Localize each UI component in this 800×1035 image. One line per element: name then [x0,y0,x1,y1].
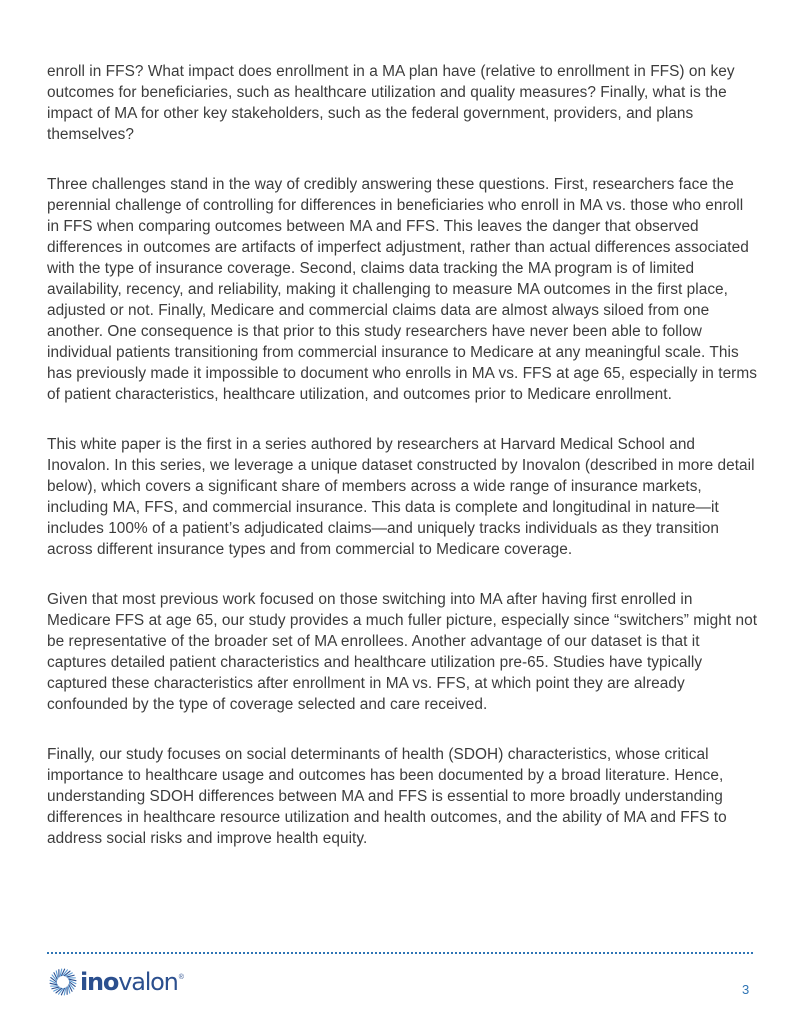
body-text [47,61,759,878]
paragraph: Given that most previous work focused on those switching into MA after having first enrolled in Medicare FFS at age 65, our study provides a much fuller picture, especially since “switchers” might not be representative of the broader set of MA enrollees. Another advantage of our dataset is that it captures detailed patient characteristics and healthcare utilization pre-65. Studies have typically captured these characteristics after enrollment in MA vs. FFS, at which point they are already confounded by the type of coverage selected and care received. [47,591,758,713]
paragraph: Finally, our study focuses on social determinants of health (SDOH) characteristics, whose critical importance to healthcare usage and outcomes has been documented by a broad literature. Hence, understanding SDOH differences between MA and FFS is essential to more broadly understanding differences in healthcare resource utilization and health outcomes, and the ability of MA and FFS to address social risks and improve health equity. [47,746,727,847]
logo-wordmark [80,968,178,996]
registered-mark: ® [178,974,184,981]
paragraph: Three challenges stand in the way of credibly answering these questions. First, researchers face the perennial challenge of controlling for differences in beneficiaries who enroll in MA vs. those who enroll in FFS when comparing outcomes between MA and FFS. This leaves the danger that observed differences in outcomes are artifacts of imperfect adjustment, rather than actual differences associated with the type of insurance coverage. Second, claims data tracking the MA program is of limited availability, recency, and reliability, making it challenging to measure MA outcomes in the first place, adjusted or not. Finally, Medicare and commercial claims data are almost always siloed from one another. One consequence is that prior to this study researchers have never been able to follow individual patients transitioning from commercial insurance to Medicare at any meaningful scale. This has previously made it impossible to document who enrolls in MA vs. FFS at age 65, especially in terms of patient characteristics, healthcare utilization, and outcomes prior to Medicare enrollment. [47,176,757,403]
paragraph: enroll in FFS? What impact does enrollment in a MA plan have (relative to enrollment in FFS) on key outcomes for beneficiaries, such as healthcare utilization and quality measures? Finally, what is the impact of MA for other key stakeholders, such as the federal government, providers, and plans themselves? [47,63,735,143]
footer-divider [47,952,753,954]
logo-wordmark-light: valon [118,968,178,996]
inovalon-logo [49,968,184,996]
logo-wordmark-bold: ino [80,968,119,996]
inovalon-starburst-icon [49,968,77,996]
paragraph: This white paper is the first in a series authored by researchers at Harvard Medical School and Inovalon. In this series, we leverage a unique dataset constructed by Inovalon (described in more detail below), which covers a significant share of members across a wide range of insurance markets, including MA, FFS, and commercial insurance. This data is complete and longitudinal in nature—it includes 100% of a patient’s adjudicated claims—and uniquely tracks individuals as they transition across different insurance types and from commercial to Medicare coverage. [47,436,755,558]
page-number: 3 [742,982,750,997]
